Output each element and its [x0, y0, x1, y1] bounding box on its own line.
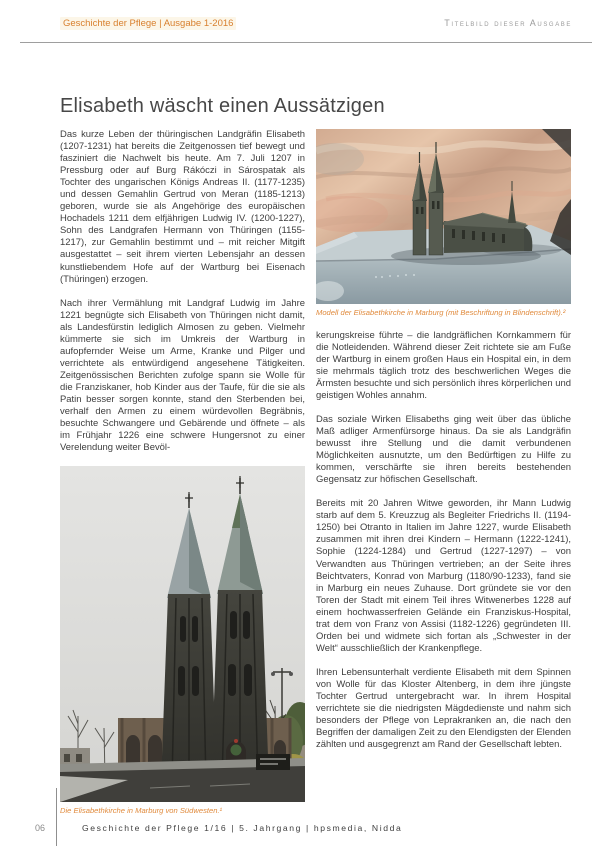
article-paragraph: kerungskreise führte – die landgräflichen Kornkammern für die Notleidenden. Während dieser Zeit richtete sie am Fuße der Wartburg in einem großen Haus ein Hospital ein, in dem sie mehrmals täglich trotz des beschwerlichen Weges die Ärmsten besuchte und sich persönlich ihres körperlichen und geistigen Wohles annahm.: [316, 329, 571, 401]
model-photo-caption: Modell der Elisabethkirche in Marburg (mit Beschriftung in Blindenschrift).²: [316, 308, 566, 317]
article-paragraph: Nach ihrer Vermählung mit Landgraf Ludwig im Jahre 1221 begnügte sich Elisabeth von Thüringen nicht damit, als Landesfürstin lediglich Almosen zu geben. Vielmehr kümmerte sie sich im Umkreis der Wartburg in aufopfernder Weise um Arme, Kranke und Pilger und verrichtete als entwürdigend angesehene Tätigkeiten. Zeitgenössischen Berichten zufolge spann sie Wolle für die Franziskaner, hob Kinder aus der Taufe, für die sie als Patin besser sorgen konnte, stand den Sterbenden bei, verhalf den Armen zu einem würdevollen Begräbnis, besuchte Schwangere und Gebärende und öffnete – als im Frühjahr 1226 eine schwere Hungersnot zu einer Verelendung weiter Bevöl-: [60, 297, 305, 454]
footer-divider: [56, 788, 57, 846]
page-header: [60, 17, 572, 30]
page-number: 06: [35, 823, 46, 833]
section-label: Titelbild dieser Ausgabe: [444, 18, 572, 28]
journal-issue-label: Geschichte der Pflege | Ausgabe 1-2016: [60, 17, 236, 30]
church-photo-caption: Die Elisabethkirche in Marburg von Südwesten.¹: [60, 806, 223, 816]
elisabethkirche-photo-figure: [60, 466, 305, 816]
article-title: Elisabeth wäscht einen Aussätzigen: [60, 95, 385, 118]
header-rule: [20, 42, 592, 43]
church-model-photo-figure: [316, 129, 571, 318]
left-column: [60, 129, 305, 816]
article-paragraph: Bereits mit 20 Jahren Witwe geworden, ihr Mann Ludwig starb auf dem 5. Kreuzzug als Begleiter Friedrichs II. (1194-1250) bei Otranto in Italien im Jahre 1227, wurde Elisabeth zusammen mit ihren drei Kindern – Hermann (1222-1241), Sophie (1224-1284) und Gertrud (1227-1297) – von Verwandten aus Thüringen vertrieben; an der Seite ihres Beichtvaters, Konrad von Marburg (1180/90-1233), fand sie in Marburg ein neues Zuhause. Dort gründete sie vor den Toren der Stadt mit einem Teil ihres Witwenerbes 1228 auf einem hochwasserfreien Gelände ein Franziskus-Hospital, trat dem von Franz von Assisi (1182-1226) gegründeten III. Orden bei und widmete sich fortan als „Schwester in der Welt“ ausschließlich der Krankenpflege.: [316, 498, 571, 654]
article-paragraph: Ihren Lebensunterhalt verdiente Elisabeth mit dem Spinnen von Wolle für das Kloster Altenberg, in dem ihre jüngste Tochter Gertrud untergebracht war. In ihrem Hospital verrichtete sie die niedrigsten Mägdedienste und nahm sich besonders der Pflege von Leprakranken an, die nach den Begriffen der damaligen Zeit zu den Elendigsten der Elenden zählten und ausgegrenzt am Rand der Gesellschaft lebten.: [316, 666, 571, 751]
article-paragraph: Das kurze Leben der thüringischen Landgräfin Elisabeth (1207-1231) hat bereits die Zeitgenossen tief bewegt und fasziniert die Nachwelt bis heute. Am 7. Juli 1207 in Pressburg oder auf Burg Rákóczi in Sárospatak als Tochter des ungarischen Königs Andreas II. (1177-1235) und dessen Gemahlin Gertrud von Meran (1185-1213) geboren, wurde sie als Angehörige des europäischen Hochadels 1211 dem elfjährigen Ludwig IV. (1200-1227), Sohn des Landgrafen Hermann von Thüringen (1155-1217), zur Gemahlin bestimmt und – mit reicher Mitgift ausgestattet – seit ihrem vierten Lebensjahr an dessen kunstliebendem Hofe auf der Wartburg bei Eisenach (Thüringen) erzogen.: [60, 129, 305, 285]
article-body: [60, 129, 571, 816]
church-model-photo: [316, 129, 571, 304]
footer-journal-line: Geschichte der Pflege 1/16 | 5. Jahrgang | hpsmedia, Nidda: [82, 823, 403, 833]
elisabethkirche-photo: [60, 466, 305, 802]
right-column: [316, 129, 571, 816]
article-paragraph: Das soziale Wirken Elisabeths ging weit über das übliche Maß adliger Armenfürsorge hinaus. Da sie als Landgräfin bewusst ihre Stellung und die damit verbundenen Möglichkeiten ausnutzte, um den Bedürftigen zu Hilfe zu kommen, verschärfte sie ihren bereits bestehenden Gegensatz zur höfischen Gesellschaft.: [316, 413, 571, 486]
